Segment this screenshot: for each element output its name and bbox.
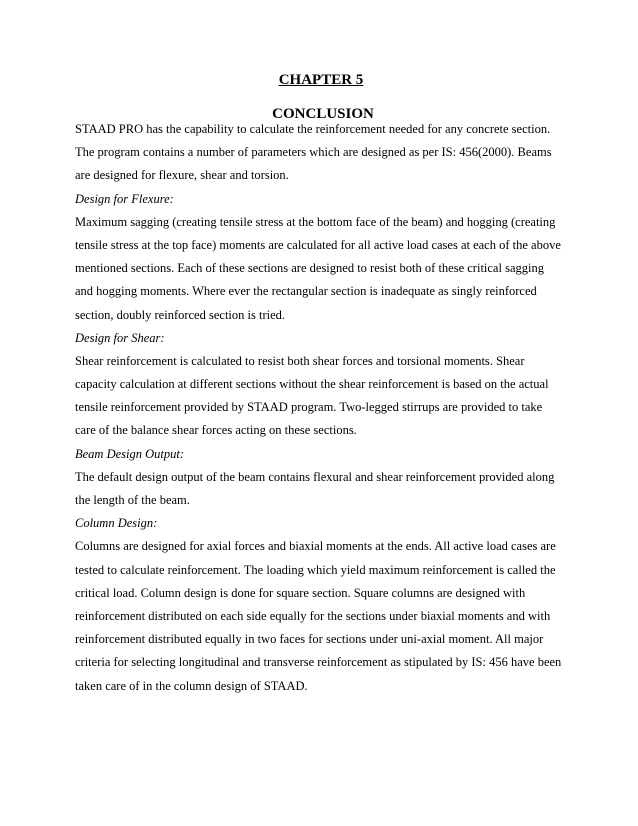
text-line: The default design output of the beam contains flexural and shear reinforcement provided along: [75, 469, 555, 484]
text-line: taken care of in the column design of STAAD.: [75, 678, 308, 693]
text-line: Shear reinforcement is calculated to resist both shear forces and torsional moments. Shear: [75, 353, 525, 368]
text-line: tensile reinforcement provided by STAAD program. Two-legged stirrups are provided to take: [75, 400, 543, 415]
subsection-heading: Beam Design Output:: [75, 446, 185, 461]
text-line: and hogging moments. Where ever the rectangular section is inadequate as singly reinforced: [75, 284, 537, 299]
section-title: CONCLUSION: [272, 106, 374, 122]
subsection-heading: Design for Flexure:: [75, 191, 174, 206]
text-line: reinforcement distributed on each side equally for the sections under biaxial moments and with: [75, 608, 551, 623]
subsection-heading: Design for Shear:: [75, 330, 165, 345]
text-line: capacity calculation at different sections without the shear reinforcement is based on the actual: [75, 377, 549, 392]
text-line: are designed for flexure, shear and torsion.: [75, 168, 289, 183]
text-line: section, doubly reinforced section is tried.: [75, 307, 286, 322]
text-line: tested to calculate reinforcement. The loading which yield maximum reinforcement is called the: [75, 562, 556, 577]
chapter-heading: CHAPTER 5: [278, 72, 364, 88]
text-line: critical load. Column design is done for square section. Square columns are designed with: [75, 585, 526, 600]
text-line: The program contains a number of parameters which are designed as per IS: 456(2000). Beams: [75, 145, 552, 160]
text-line: the length of the beam.: [75, 493, 190, 507]
text-line: Maximum sagging (creating tensile stress at the bottom face of the beam) and hogging (creating: [75, 214, 556, 229]
body-text: [75, 118, 575, 698]
text-line: mentioned sections. Each of these sections are designed to resist both of these critical sagging: [75, 261, 544, 276]
text-line: STAAD PRO has the capability to calculate the reinforcement needed for any concrete section.: [75, 122, 551, 136]
subsection-heading: Column Design:: [75, 516, 158, 531]
text-line: Columns are designed for axial forces and biaxial moments at the ends. All active load cases are: [75, 539, 556, 554]
text-line: criteria for selecting longitudinal and transverse reinforcement as stipulated by IS: 456 have been: [75, 655, 562, 670]
text-line: tensile stress at the top face) moments are calculated for all active load cases at each of the above: [75, 237, 561, 252]
text-line: care of the balance shear forces acting on these sections.: [75, 423, 357, 438]
text-line: reinforcement distributed equally in two faces for sections under uni-axial moment. All major: [75, 632, 544, 647]
